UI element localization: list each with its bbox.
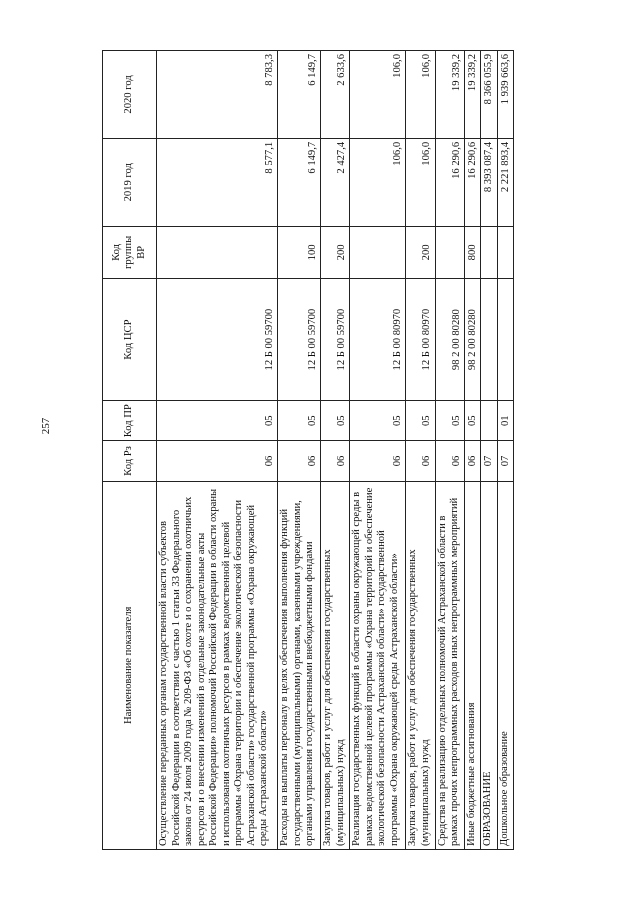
row-rz: 06 (435, 441, 464, 481)
row-pr: 05 (435, 401, 464, 441)
row-2020: 106,0 (406, 51, 435, 139)
row-2019: 16 290,6 (435, 138, 464, 226)
row-vr (435, 226, 464, 278)
row-vr (157, 226, 278, 278)
row-pr: 01 (497, 401, 513, 441)
row-name: Иные бюджетные ассигнования (465, 481, 481, 849)
header-2020: 2020 год (103, 51, 157, 139)
table-row (481, 51, 497, 850)
budget-table-sheet (102, 50, 514, 850)
row-2019: 106,0 (406, 138, 435, 226)
row-csr: 12 Б 00 80970 (350, 279, 406, 401)
budget-table (102, 50, 514, 850)
row-2020: 8 783,3 (157, 51, 278, 139)
row-vr: 200 (321, 226, 350, 278)
row-pr: 05 (406, 401, 435, 441)
row-vr: 200 (406, 226, 435, 278)
page-number: 257 (40, 417, 52, 435)
header-csr: Код ЦСР (103, 279, 157, 401)
row-pr: 05 (350, 401, 406, 441)
row-2020: 1 939 663,6 (497, 51, 513, 139)
row-2020: 2 633,6 (321, 51, 350, 139)
row-2019: 2 427,4 (321, 138, 350, 226)
table-row (157, 51, 278, 850)
row-csr: 12 Б 00 80970 (406, 279, 435, 401)
row-rz: 07 (481, 441, 497, 481)
row-2019: 2 221 893,4 (497, 138, 513, 226)
row-name: Осуществление переданных органам государственной власти субъектов Российской Федерации в соответствии с частью 1 статьи 33 Федерального закона от 24 июля 2009 года № 209-ФЗ «Об охоте и о сохранении охотничьих ресурсов и о внесении изменений в отдельные законодательные акты Российской Федерации» полномочий Российской Федерации в области охраны и использования охотничьих ресурсов в рамках ведомственной целевой программы «Охрана территории и обеспечение экологической безопасности Астраханской области» государственной программы «Охрана окружающей среды Астраханской области» (157, 481, 278, 849)
table-row (435, 51, 464, 850)
row-pr: 05 (465, 401, 481, 441)
row-vr: 100 (278, 226, 321, 278)
header-pr: Код ПР (103, 401, 157, 441)
row-name: Реализация государственных функций в области охраны окружающей среды в рамках ведомственной целевой программы «Охрана территорий и обеспечение экологической безопасности Астраханской области» государственной программы «Охрана окружающей среды Астраханской области» (350, 481, 406, 849)
row-rz: 06 (465, 441, 481, 481)
row-rz: 06 (406, 441, 435, 481)
row-pr: 05 (321, 401, 350, 441)
row-csr (497, 279, 513, 401)
row-2019: 8 393 087,4 (481, 138, 497, 226)
row-2020: 106,0 (350, 51, 406, 139)
row-name: Закупка товаров, работ и услуг для обеспечения государственных (муниципальных) нужд (321, 481, 350, 849)
table-row (465, 51, 481, 850)
table-row (278, 51, 321, 850)
row-2020: 8 366 055,9 (481, 51, 497, 139)
row-csr: 12 Б 00 59700 (278, 279, 321, 401)
row-rz: 06 (350, 441, 406, 481)
row-name: Расходы на выплаты персоналу в целях обеспечения выполнения функций государственными (муниципальными) органами, казенными учреждениями, органами управления государственными внебюджетными фондами (278, 481, 321, 849)
row-2020: 19 339,2 (435, 51, 464, 139)
row-2019: 16 290,6 (465, 138, 481, 226)
row-csr: 12 Б 00 59700 (321, 279, 350, 401)
row-name: Средства на реализацию отдельных полномочий Астраханской области в рамках прочих непрограммных расходов иных непрограммных мероприятий (435, 481, 464, 849)
row-vr (350, 226, 406, 278)
header-vr: Код группы ВР (103, 226, 157, 278)
header-rz: Код Рз (103, 441, 157, 481)
row-2020: 19 339,2 (465, 51, 481, 139)
row-csr: 98 2 00 80280 (435, 279, 464, 401)
row-vr (497, 226, 513, 278)
table-row (321, 51, 350, 850)
row-rz: 07 (497, 441, 513, 481)
row-rz: 06 (321, 441, 350, 481)
row-name: Закупка товаров, работ и услуг для обеспечения государственных (муниципальных) нужд (406, 481, 435, 849)
row-csr: 98 2 00 80280 (465, 279, 481, 401)
row-rz: 06 (157, 441, 278, 481)
row-csr: 12 Б 00 59700 (157, 279, 278, 401)
table-header-row (103, 51, 157, 850)
row-name: ОБРАЗОВАНИЕ (481, 481, 497, 849)
row-2019: 106,0 (350, 138, 406, 226)
row-pr (481, 401, 497, 441)
table-row (406, 51, 435, 850)
row-2019: 8 577,1 (157, 138, 278, 226)
header-2019: 2019 год (103, 138, 157, 226)
table-row (497, 51, 513, 850)
row-pr: 05 (157, 401, 278, 441)
row-2019: 6 149,7 (278, 138, 321, 226)
table-row (350, 51, 406, 850)
row-vr: 800 (465, 226, 481, 278)
row-pr: 05 (278, 401, 321, 441)
row-vr (481, 226, 497, 278)
row-name: Дошкольное образование (497, 481, 513, 849)
row-csr (481, 279, 497, 401)
header-name: Наименование показателя (103, 481, 157, 849)
row-2020: 6 149,7 (278, 51, 321, 139)
row-rz: 06 (278, 441, 321, 481)
